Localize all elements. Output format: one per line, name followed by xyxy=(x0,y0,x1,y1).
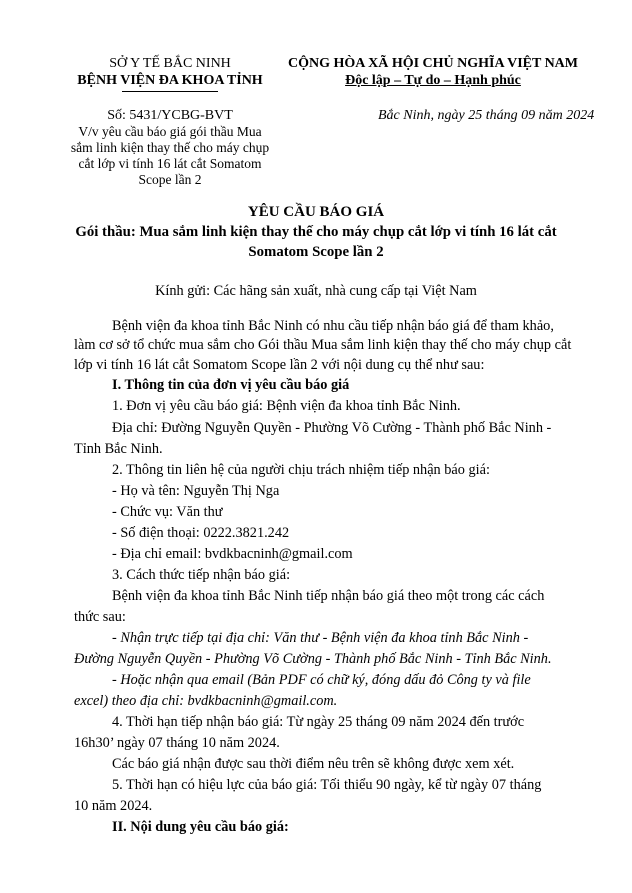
direct-delivery-line-2: Đường Nguyễn Quyền - Phường Võ Cường - Thành phố Bắc Ninh - Tỉnh Bắc Ninh. xyxy=(74,651,552,667)
section-1-heading: I. Thông tin của đơn vị yêu cầu báo giá xyxy=(112,377,350,393)
section-1-item-1: 1. Đơn vị yêu cầu báo giá: Bệnh viện đa khoa tỉnh Bắc Ninh. xyxy=(112,398,461,414)
contact-name: - Họ và tên: Nguyễn Thị Nga xyxy=(112,483,280,499)
address-line-2: Tỉnh Bắc Ninh. xyxy=(74,441,163,457)
intro-line-3: lớp vi tính 16 lát cắt Somatom Scope lần 2 với nội dung cụ thể như sau: xyxy=(74,357,485,373)
subject-line-1: V/v yêu cầu báo giá gói thầu Mua xyxy=(78,124,262,139)
place-and-date: Bắc Ninh, ngày 25 tháng 09 năm 2024 xyxy=(378,108,595,123)
header-left-underline xyxy=(122,91,218,92)
section-1-item-3: 3. Cách thức tiếp nhận báo giá: xyxy=(112,567,291,583)
package-title-line-1: Gói thầu: Mua sắm linh kiện thay thế cho máy chụp cắt lớp vi tính 16 lát cắt xyxy=(75,224,557,240)
section-1-item-4-line-1: 4. Thời hạn tiếp nhận báo giá: Từ ngày 25 tháng 09 năm 2024 đến trước xyxy=(112,714,525,730)
contact-email: - Địa chỉ email: bvdkbacninh@gmail.com xyxy=(112,546,353,562)
email-delivery-line-2: excel) theo địa chỉ: bvdkbacninh@gmail.com. xyxy=(74,693,338,709)
republic-title: CỘNG HÒA XÃ HỘI CHỦ NGHĨA VIỆT NAM xyxy=(287,56,578,71)
intro-line-1: Bệnh viện đa khoa tỉnh Bắc Ninh có nhu cầu tiếp nhận báo giá để tham khảo, xyxy=(112,318,554,334)
package-title-line-2: Somatom Scope lần 2 xyxy=(248,244,384,260)
document-number: Số: 5431/YCBG-BVT xyxy=(107,108,233,123)
method-intro-line-1: Bệnh viện đa khoa tỉnh Bắc Ninh tiếp nhận báo giá theo một trong các cách xyxy=(112,588,545,604)
document-title: YÊU CẦU BÁO GIÁ xyxy=(247,204,385,220)
national-motto: Độc lập – Tự do – Hạnh phúc xyxy=(345,73,521,88)
intro-line-2: làm cơ sở tổ chức mua sắm cho Gói thầu Mua sắm linh kiện thay thế cho máy chụp cắt xyxy=(74,337,572,353)
department-name: SỞ Y TẾ BẮC NINH xyxy=(109,56,231,71)
contact-position: - Chức vụ: Văn thư xyxy=(112,504,223,520)
address-line-1: Địa chỉ: Đường Nguyễn Quyền - Phường Võ Cường - Thành phố Bắc Ninh - xyxy=(112,420,552,436)
hospital-name: BỆNH VIỆN ĐA KHOA TỈNH xyxy=(77,73,263,88)
method-intro-line-2: thức sau: xyxy=(74,609,126,625)
section-1-item-5-line-1: 5. Thời hạn có hiệu lực của báo giá: Tối thiểu 90 ngày, kể từ ngày 07 tháng xyxy=(112,777,542,793)
subject-line-4: Scope lần 2 xyxy=(138,172,202,187)
section-1-item-2: 2. Thông tin liên hệ của người chịu trách nhiệm tiếp nhận báo giá: xyxy=(112,462,490,478)
section-2-heading: II. Nội dung yêu cầu báo giá: xyxy=(112,819,289,835)
section-1-item-5-line-2: 10 năm 2024. xyxy=(74,798,153,814)
contact-phone: - Số điện thoại: 0222.3821.242 xyxy=(112,525,290,541)
section-1-item-4-line-2: 16h30’ ngày 07 tháng 10 năm 2024. xyxy=(74,735,280,751)
subject-line-3: cắt lớp vi tính 16 lát cắt Somatom xyxy=(78,156,262,171)
late-quote-note: Các báo giá nhận được sau thời điểm nêu trên sẽ không được xem xét. xyxy=(112,756,515,772)
recipient: Kính gửi: Các hãng sản xuất, nhà cung cấp tại Việt Nam xyxy=(155,283,477,299)
subject-line-2: sắm linh kiện thay thế cho máy chụp xyxy=(70,140,270,155)
direct-delivery-line-1: - Nhận trực tiếp tại địa chỉ: Văn thư - Bệnh viện đa khoa tỉnh Bắc Ninh - xyxy=(112,630,529,646)
email-delivery-line-1: - Hoặc nhận qua email (Bản PDF có chữ ký, đóng dấu đỏ Công ty và file xyxy=(112,672,531,688)
